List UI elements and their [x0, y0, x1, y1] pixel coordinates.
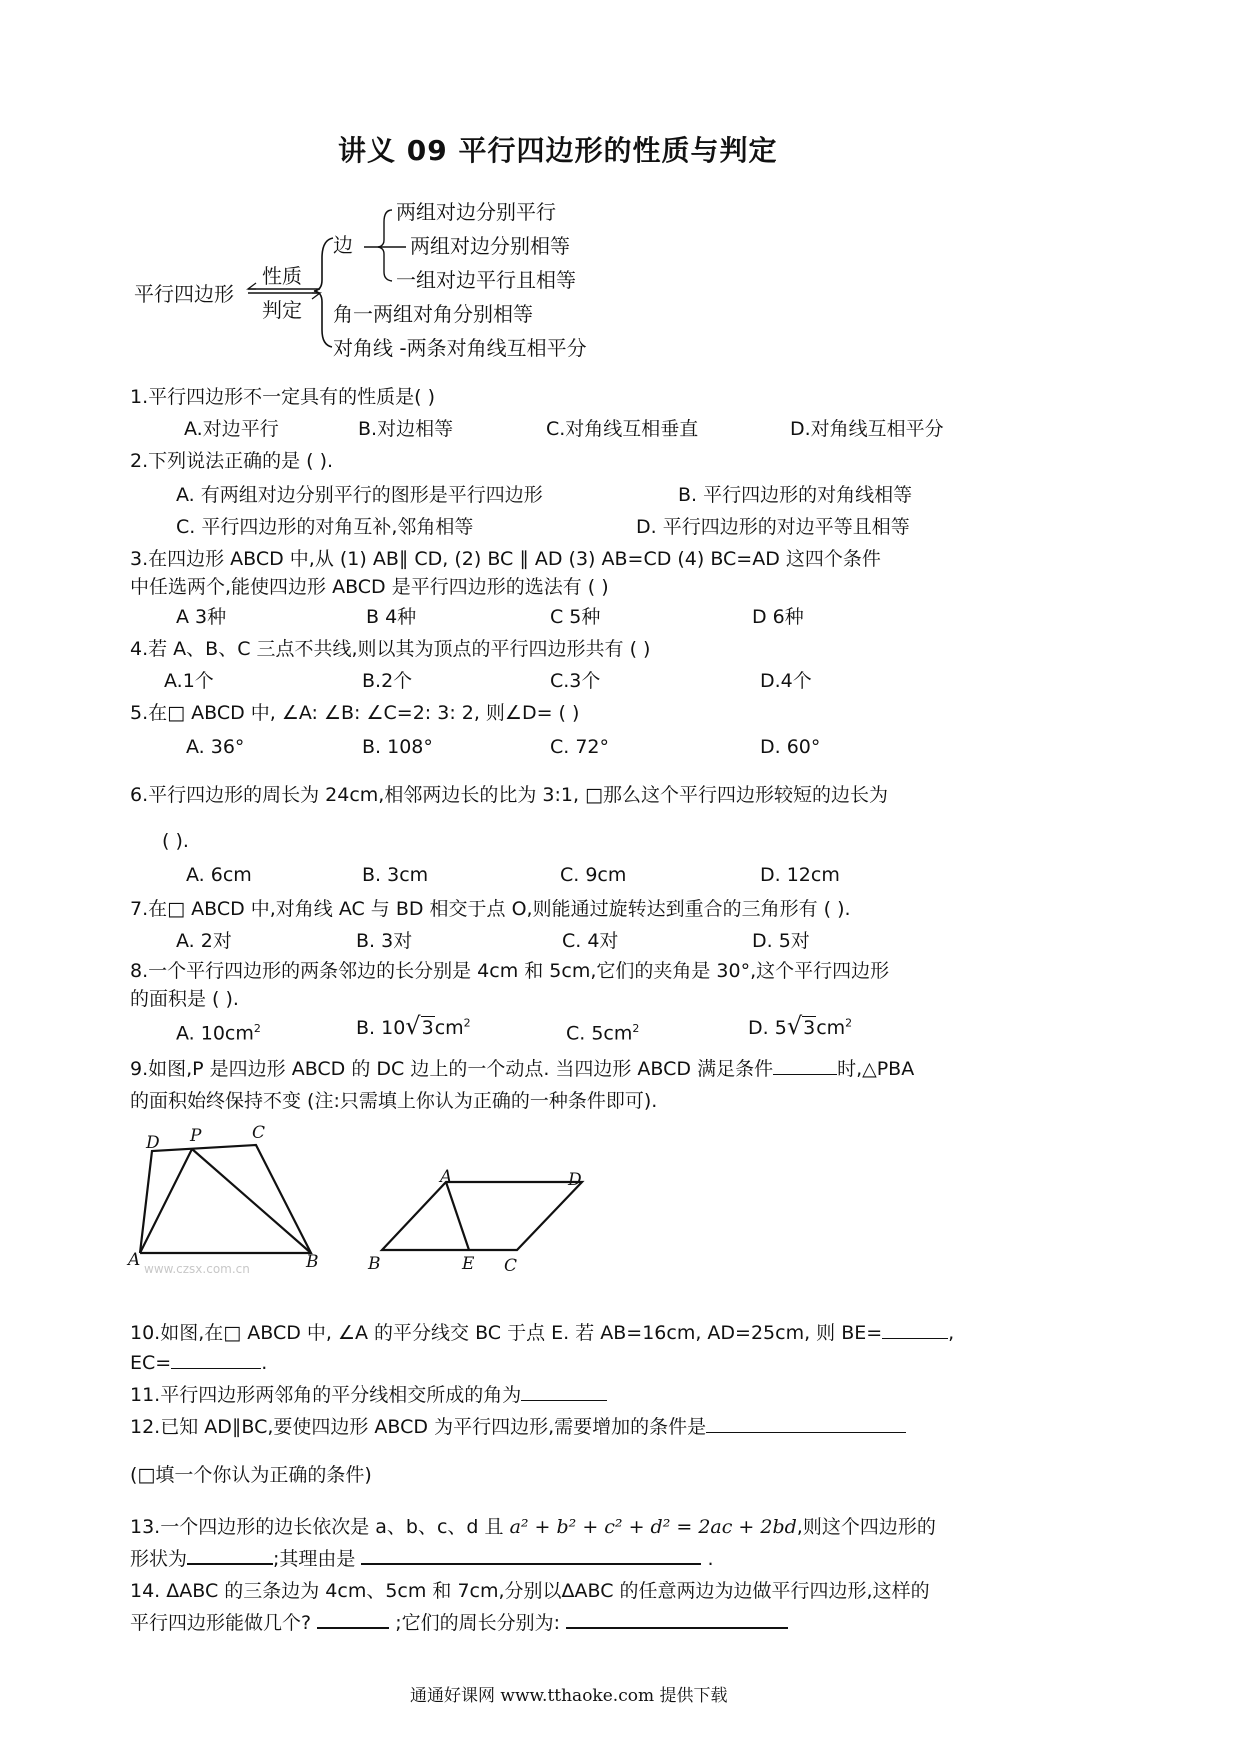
figure-1-label-b: B	[306, 1252, 319, 1272]
mindmap-arrow-top-label: 性质	[262, 264, 302, 288]
question-1-option-a: A.对边平行	[184, 418, 279, 440]
answer-blank-reason[interactable]	[361, 1563, 701, 1565]
question-5-option-c: C. 72°	[550, 736, 610, 758]
superscript: 2	[845, 1016, 853, 1030]
text: 10.如图,在□ ABCD 中, ∠A 的平分线交 BC 于点 E. 若 AB=16cm, AD=25cm, 则 BE=	[130, 1322, 883, 1344]
answer-blank-ec[interactable]	[171, 1368, 261, 1369]
question-1-option-d: D.对角线互相平分	[790, 418, 944, 440]
text: .	[707, 1548, 714, 1570]
question-2-option-c: C. 平行四边形的对角互补,邻角相等	[176, 516, 474, 538]
mindmap-side-item: 两组对边分别相等	[410, 234, 570, 258]
question-3-line-2: 中任选两个,能使四边形 ABCD 是平行四边形的选法有 ( )	[130, 576, 609, 598]
text: .	[261, 1352, 268, 1374]
question-1-stem: 1.平行四边形不一定具有的性质是( )	[130, 386, 435, 408]
text: ,	[948, 1322, 955, 1344]
formula: a² + b² + c² + d² = 2ac + 2bd	[509, 1516, 797, 1538]
text: ,则这个四边形的	[796, 1516, 936, 1538]
question-6-option-d: D. 12cm	[760, 864, 840, 886]
question-6-line-1: 6.平行四边形的周长为 24cm,相邻两边长的比为 3:1, □那么这个平行四边形较短的边长为	[130, 784, 888, 806]
figures	[120, 1125, 600, 1285]
answer-blank-count[interactable]	[317, 1627, 389, 1629]
question-3-option-a: A 3种	[176, 606, 227, 628]
question-6-line-2: ( ).	[162, 830, 189, 852]
radicand: 3	[421, 1017, 434, 1039]
question-5-option-d: D. 60°	[760, 736, 821, 758]
question-4-option-d: D.4个	[760, 670, 812, 692]
question-5-option-b: B. 108°	[362, 736, 433, 758]
question-2-option-a: A. 有两组对边分别平行的图形是平行四边形	[176, 484, 543, 506]
figure-1-watermark: www.czsx.com.cn	[144, 1262, 250, 1276]
question-11	[130, 1384, 607, 1407]
answer-blank[interactable]	[773, 1074, 837, 1075]
radicand: 3	[803, 1017, 816, 1039]
text: ;它们的周长分别为:	[395, 1612, 560, 1634]
question-3-option-d: D 6种	[752, 606, 804, 628]
question-1-option-c: C.对角线互相垂直	[546, 418, 699, 440]
mindmap-root: 平行四边形	[134, 282, 234, 306]
text: 11.平行四边形两邻角的平分线相交所成的角为	[130, 1384, 522, 1406]
question-14-line-2	[130, 1612, 788, 1635]
question-4-stem: 4.若 A、B、C 三点不共线,则以其为顶点的平行四边形共有 ( )	[130, 638, 651, 660]
figure-1-label-d: D	[146, 1133, 160, 1153]
question-4-option-a: A.1个	[164, 670, 214, 692]
question-3-option-c: C 5种	[550, 606, 601, 628]
answer-blank-shape[interactable]	[187, 1563, 273, 1565]
question-7-option-d: D. 5对	[752, 930, 810, 952]
sqrt-sign: √	[786, 1012, 803, 1040]
superscript: 2	[253, 1022, 261, 1035]
question-7-option-b: B. 3对	[356, 930, 413, 952]
mindmap-angle-item: 角一两组对角分别相等	[333, 302, 533, 326]
text: 12.已知 AD∥BC,要使四边形 ABCD 为平行四边形,需要增加的条件是	[130, 1416, 707, 1438]
mindmap-arrow-bottom-label: 判定	[262, 298, 302, 322]
text: 时,△PBA	[837, 1058, 915, 1080]
question-6-option-c: C. 9cm	[560, 864, 627, 886]
mindmap-side-item: 两组对边分别平行	[396, 200, 556, 224]
answer-blank-be[interactable]	[882, 1338, 948, 1339]
figure-1-label-c: C	[252, 1123, 266, 1143]
superscript: 2	[632, 1022, 640, 1035]
question-4-option-b: B.2个	[362, 670, 413, 692]
question-3-line-1: 3.在四边形 ABCD 中,从 (1) AB∥ CD, (2) BC ∥ AD (3) AB=CD (4) BC=AD 这四个条件	[130, 548, 881, 570]
answer-blank[interactable]	[521, 1400, 607, 1401]
question-3-option-b: B 4种	[366, 606, 417, 628]
question-2-option-d: D. 平行四边形的对边平等且相等	[636, 516, 910, 538]
figure-1-label-p: P	[190, 1126, 202, 1146]
question-1-option-b: B.对边相等	[358, 418, 454, 440]
question-13-line-2	[130, 1548, 714, 1571]
option-text: A. 10cm	[176, 1022, 254, 1045]
question-10-line-1	[130, 1322, 954, 1345]
question-8-option-c	[566, 1022, 639, 1045]
text: ;其理由是	[273, 1548, 356, 1570]
mindmap-branch-side: 边	[333, 233, 353, 257]
question-7-option-a: A. 2对	[176, 930, 232, 952]
figure-2-label-c: C	[504, 1256, 518, 1276]
option-text: B. 10	[356, 1017, 406, 1039]
question-8-option-b	[356, 1014, 471, 1040]
question-9-line-2: 的面积始终保持不变 (注:只需填上你认为正确的一种条件即可).	[130, 1090, 658, 1112]
text: 平行四边形能做几个?	[130, 1612, 312, 1634]
figure-1-label-a: A	[128, 1250, 141, 1270]
answer-blank[interactable]	[706, 1432, 906, 1433]
question-12-line-1	[130, 1416, 906, 1439]
question-8-option-d	[748, 1014, 852, 1040]
question-13-line-1	[130, 1516, 936, 1539]
superscript: 2	[463, 1016, 471, 1030]
figure-parallelogram	[382, 1182, 582, 1250]
text: EC=	[130, 1352, 172, 1374]
question-6-option-a: A. 6cm	[186, 864, 252, 886]
page-footer: 通通好课网 www.tthaoke.com 提供下载	[410, 1686, 728, 1706]
text: 形状为	[130, 1548, 188, 1570]
sqrt-sign: √	[405, 1012, 421, 1040]
unit: cm	[434, 1017, 464, 1039]
unit: cm	[816, 1017, 846, 1039]
answer-blank-perimeters[interactable]	[566, 1627, 788, 1629]
question-14-line-1: 14. ΔABC 的三条边为 4cm、5cm 和 7cm,分别以ΔABC 的任意两边为边做平行四边形,这样的	[130, 1580, 930, 1602]
figure-2-label-e: E	[462, 1254, 475, 1274]
page-title: 讲义 09 平行四边形的性质与判定	[338, 134, 778, 167]
question-8-option-a	[176, 1022, 261, 1045]
mindmap-side-item: 一组对边平行且相等	[396, 268, 576, 292]
question-12-line-2: (□填一个你认为正确的条件)	[130, 1464, 372, 1486]
question-9-line-1	[130, 1058, 914, 1081]
question-8-line-1: 8.一个平行四边形的两条邻边的长分别是 4cm 和 5cm,它们的夹角是 30°,这个平行四边形	[130, 960, 890, 982]
question-2-stem: 2.下列说法正确的是 ( ).	[130, 450, 334, 472]
text: 13.一个四边形的边长依次是 a、b、c、d 且	[130, 1516, 504, 1538]
mindmap-diagonal-item: 对角线 -两条对角线互相平分	[333, 336, 587, 360]
question-7-stem: 7.在□ ABCD 中,对角线 AC 与 BD 相交于点 O,则能通过旋转达到重合的三角形有 ( ).	[130, 898, 851, 920]
figure-2-label-d: D	[568, 1170, 582, 1190]
question-5-stem: 5.在□ ABCD 中, ∠A: ∠B: ∠C=2: 3: 2, 则∠D= ( )	[130, 702, 580, 724]
question-5-option-a: A. 36°	[186, 736, 245, 758]
question-10-line-2	[130, 1352, 267, 1375]
question-2-option-b: B. 平行四边形的对角线相等	[678, 484, 913, 506]
figure-2-label-a: A	[440, 1167, 453, 1187]
question-4-option-c: C.3个	[550, 670, 601, 692]
figure-quadrilateral	[140, 1145, 311, 1253]
question-7-option-c: C. 4对	[562, 930, 619, 952]
question-8-line-2: 的面积是 ( ).	[130, 988, 239, 1010]
question-6-option-b: B. 3cm	[362, 864, 429, 886]
option-text: D. 5	[748, 1017, 787, 1039]
text: 9.如图,P 是四边形 ABCD 的 DC 边上的一个动点. 当四边形 ABCD 满足条件	[130, 1058, 774, 1080]
figure-2-label-b: B	[368, 1254, 381, 1274]
option-text: C. 5cm	[566, 1022, 633, 1045]
